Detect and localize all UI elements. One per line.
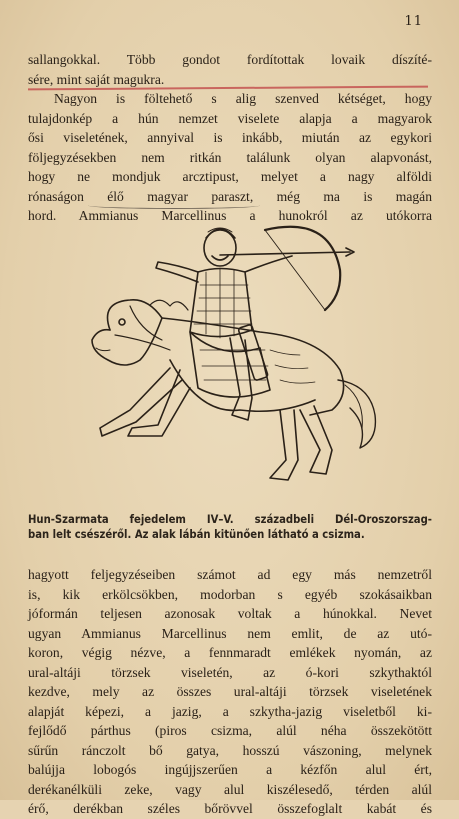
text-line: sére, mint saját magukra. bbox=[28, 71, 165, 87]
text-line: ural-altáji törzsek viseletén, az ó-kori szkythaktól bbox=[28, 664, 432, 680]
pencil-underline bbox=[88, 202, 260, 209]
text-line: derékanélküli zeke, vagy alul kiszélesedő, térden alúl bbox=[28, 781, 432, 797]
text-line: alapját képezi, a jazig, a szkytha-jazig viseletből ki- bbox=[28, 703, 432, 719]
text-line: érő, derékban széles bőrövvel összefoglalt kabát és bbox=[28, 801, 432, 816]
text-line: sallangokkal. Több gondot fordítottak lovaik díszíté- bbox=[28, 52, 432, 67]
text-line: koron, végig nézve, a fennmaradt emlékek nyomán, az bbox=[28, 645, 432, 660]
top-paragraph bbox=[28, 50, 432, 226]
text-line: is, kik erkölcsökben, modorban s egyéb szokásaikban bbox=[28, 586, 432, 602]
text-line: följegyzésekben nem ritkán találunk olyan alapvonást, bbox=[28, 149, 432, 165]
caption-line: Hun-Szarmata fejedelem IV–V. századbeli Dél-Oroszorszag- bbox=[28, 513, 432, 526]
text-line: rónaságon élő magyar paraszt, még ma is magán bbox=[28, 188, 432, 204]
text-line: hagyott feljegyzéseiben számot ad egy más nemzetről bbox=[28, 567, 432, 582]
bottom-paragraph bbox=[28, 565, 432, 819]
figure-caption bbox=[28, 512, 432, 542]
text-line: hogy ne mondjuk arcztipust, melyet a nagy alföldi bbox=[28, 169, 432, 184]
text-line: tulajdonkép a hún nemzet viselete alapja a magyarok bbox=[28, 110, 432, 126]
caption-line: ban lelt csészéről. Az alak lábán kitünően látható a csizma. bbox=[28, 528, 365, 541]
text-line: sűrűn ránczolt bő gatya, hosszú vászoning, melynek bbox=[28, 742, 432, 758]
text-line: jóformán teljesen azonosak voltak a húnokkal. Nevet bbox=[28, 606, 432, 621]
text-line: kezdve, mely az összes ural-altáji törzsek viseletének bbox=[28, 684, 432, 699]
text-line: balújja lobogós ingújjszerűen a kézfőn alul ért, bbox=[28, 762, 432, 777]
text-line: fejlődő párthus (piros csizma, alúl néha összekötött bbox=[28, 723, 432, 738]
text-line: Nagyon is föltehető s alig szenved kétséget, hogy bbox=[54, 91, 432, 106]
text-line: ugyan Ammianus Marcellinus nem emlit, de az utó- bbox=[28, 625, 432, 641]
text-line: hord. Ammianus Marcellinus a hunokról az utókorra bbox=[28, 208, 432, 223]
page-number: 11 bbox=[404, 14, 423, 29]
text-line: ősi viseletének, annyival is inkább, miután az egykori bbox=[28, 130, 432, 145]
horse-archer-illustration bbox=[70, 210, 390, 500]
